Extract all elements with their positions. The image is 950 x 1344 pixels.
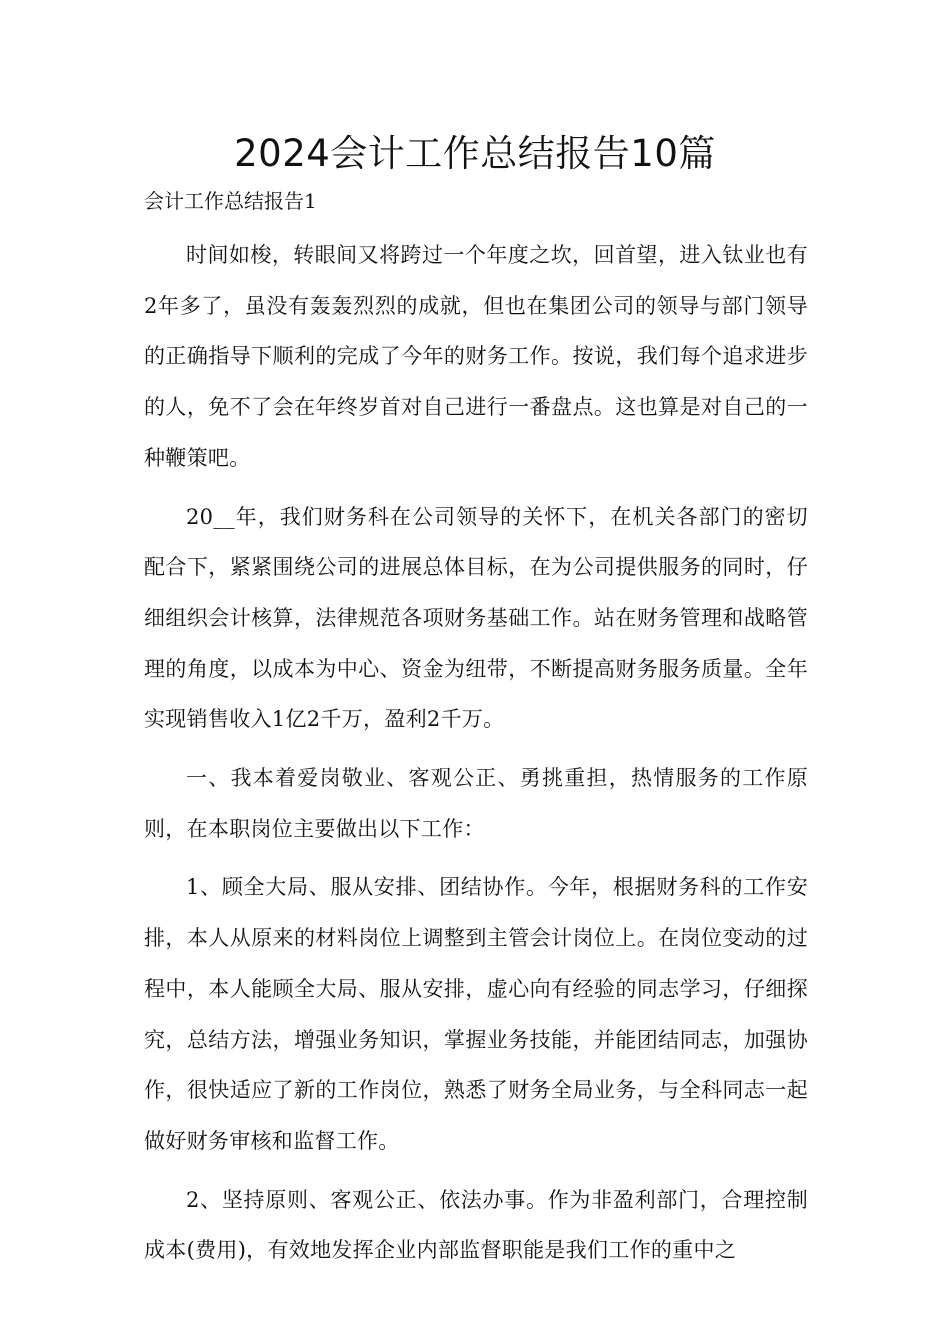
paragraph: 2、坚持原则、客观公正、依法办事。作为非盈利部门，合理控制成本(费用)，有效地发挥企业内部监督职能是我们工作的重中之 (144, 1187, 808, 1263)
document-title: 2024会计工作总结报告10篇 (234, 132, 716, 175)
paragraph: 20__年，我们财务科在公司领导的关怀下，在机关各部门的密切配合下，紧紧围绕公司的进展总体目标，在为公司提供服务的同时，仔细组织会计核算，法律规范各项财务基础工作。站在财务管理和战略管理的角度，以成本为中心、资金为纽带，不断提高财务服务质量。全年实现销售收入1亿2千万，盈利2千万。 (144, 504, 808, 732)
report-subtitle: 会计工作总结报告1 (144, 189, 317, 213)
document-body (144, 230, 808, 1284)
paragraph: 时间如梭，转眼间又将跨过一个年度之坎，回首望，进入钛业也有2年多了，虽没有轰轰烈烈的成就，但也在集团公司的领导与部门领导的正确指导下顺利的完成了今年的财务工作。按说，我们每个追求进步的人，免不了会在年终岁首对自己进行一番盘点。这也算是对自己的一种鞭策吧。 (144, 243, 808, 470)
paragraph: 一、我本着爱岗敬业、客观公正、勇挑重担，热情服务的工作原则，在本职岗位主要做出以下工作： (144, 766, 808, 841)
paragraph: 1、顾全大局、服从安排、团结协作。今年，根据财务科的工作安排，本人从原来的材料岗位上调整到主管会计岗位上。在岗位变动的过程中，本人能顾全大局、服从安排，虚心向有经验的同志学习，仔细探究，总结方法，增强业务知识，掌握业务技能，并能团结同志，加强协作，很快适应了新的工作岗位，熟悉了财务全局业务，与全科同志一起做好财务审核和监督工作。 (144, 875, 808, 1153)
